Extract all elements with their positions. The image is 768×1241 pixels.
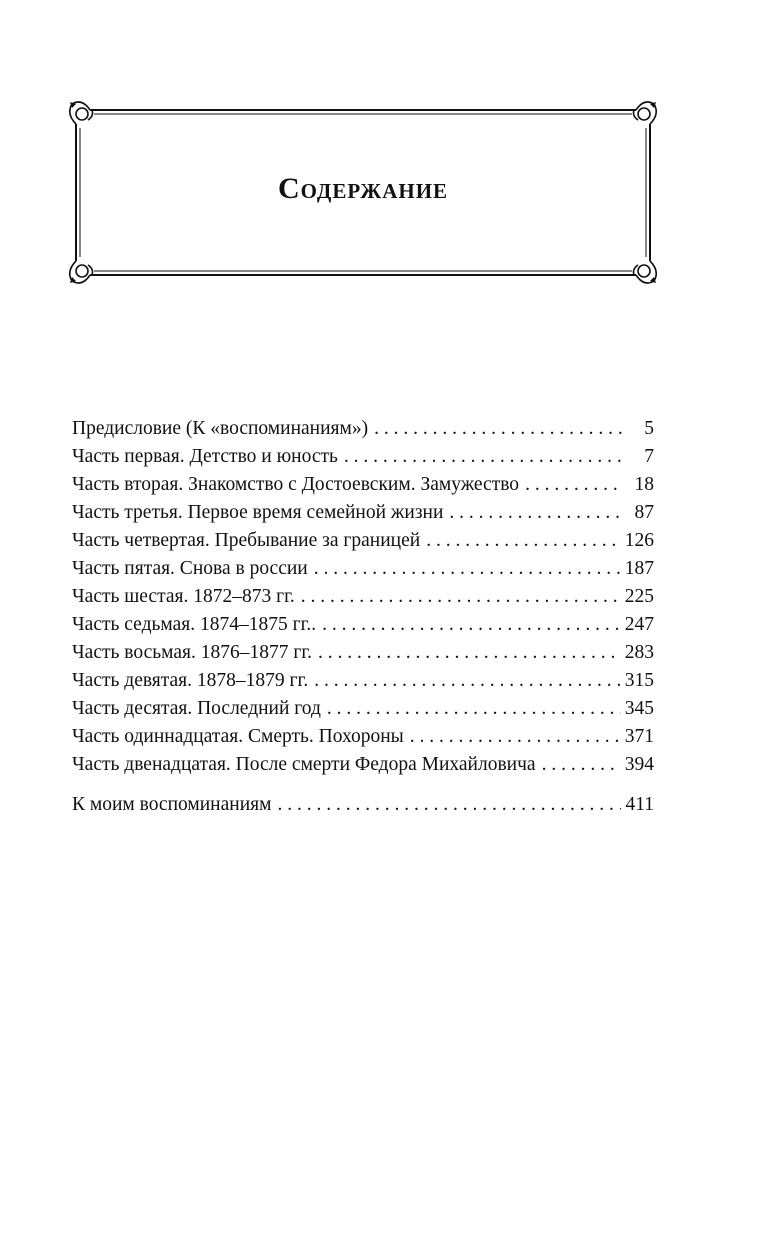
dot-leader — [449, 499, 624, 527]
dot-leader — [277, 791, 621, 819]
toc-page-number: 345 — [624, 698, 654, 719]
toc-entry[interactable] — [72, 723, 654, 751]
dot-leader — [314, 667, 621, 695]
toc-entry[interactable] — [72, 583, 654, 611]
toc-entry-title: К моим воспоминаниям — [72, 794, 272, 815]
toc-entry-title: Часть восьмая. 1876–1877 гг. — [72, 642, 313, 663]
dot-leader — [410, 723, 621, 751]
dot-leader — [374, 415, 624, 443]
toc-entry-title: Часть пятая. Снова в россии — [72, 558, 308, 579]
toc-entry-title: Часть девятая. 1878–1879 гг. — [72, 670, 309, 691]
dot-leader — [542, 751, 621, 779]
toc-spacer — [72, 779, 654, 791]
toc-page-number: 371 — [624, 726, 654, 747]
toc-entry[interactable] — [72, 527, 654, 555]
toc-entry[interactable] — [72, 791, 654, 819]
toc-entry-title: Часть вторая. Знакомство с Достоевским. Замужество — [72, 474, 520, 495]
toc-entry-title: Часть седьмая. 1874–1875 гг.. — [72, 614, 317, 635]
dot-leader — [318, 639, 621, 667]
toc-page-number: 126 — [624, 530, 654, 551]
toc-entry[interactable] — [72, 639, 654, 667]
dot-leader — [426, 527, 621, 555]
ornamental-title-frame — [68, 100, 658, 285]
page-title: Содержание — [277, 172, 449, 205]
toc-entry-title: Часть первая. Детство и юность — [72, 446, 338, 467]
toc-page-number: 18 — [634, 474, 654, 495]
dot-leader — [344, 443, 624, 471]
dot-leader — [525, 471, 624, 499]
toc-entry-title: Часть десятая. Последний год — [72, 698, 321, 719]
toc-page-number: 315 — [624, 670, 654, 691]
toc-page-number: 283 — [624, 642, 654, 663]
dot-leader — [322, 611, 621, 639]
toc-page-number: 187 — [624, 558, 654, 579]
toc-entry[interactable] — [72, 611, 654, 639]
toc-entry-title: Часть шестая. 1872–873 гг. — [72, 586, 295, 607]
toc-page-number: 225 — [624, 586, 654, 607]
toc-page-number: 7 — [644, 446, 654, 467]
toc-entry-title: Часть четвертая. Пребывание за границей — [72, 530, 421, 551]
toc-entry[interactable] — [72, 667, 654, 695]
toc-entry[interactable] — [72, 471, 654, 499]
toc-entry[interactable] — [72, 751, 654, 779]
toc-entry-title: Часть третья. Первое время семейной жизни — [72, 502, 444, 523]
dot-leader — [301, 583, 621, 611]
toc-page-number: 394 — [624, 754, 654, 775]
table-of-contents — [72, 415, 654, 819]
toc-entry-title: Часть одиннадцатая. Смерть. Похороны — [72, 726, 404, 747]
toc-page-number: 247 — [624, 614, 654, 635]
toc-entry[interactable] — [72, 555, 654, 583]
toc-entry[interactable] — [72, 415, 654, 443]
toc-entry[interactable] — [72, 443, 654, 471]
toc-page-number: 5 — [644, 418, 654, 439]
toc-page-number: 87 — [634, 502, 654, 523]
toc-entry[interactable] — [72, 499, 654, 527]
dot-leader — [314, 555, 621, 583]
dot-leader — [327, 695, 621, 723]
toc-entry-title: Часть двенадцатая. После смерти Федора Михайловича — [72, 754, 536, 775]
toc-entry-title: Предисловие (К «воспоминаниям») — [72, 418, 369, 439]
toc-entry[interactable] — [72, 695, 654, 723]
toc-page-number: 411 — [625, 794, 654, 815]
